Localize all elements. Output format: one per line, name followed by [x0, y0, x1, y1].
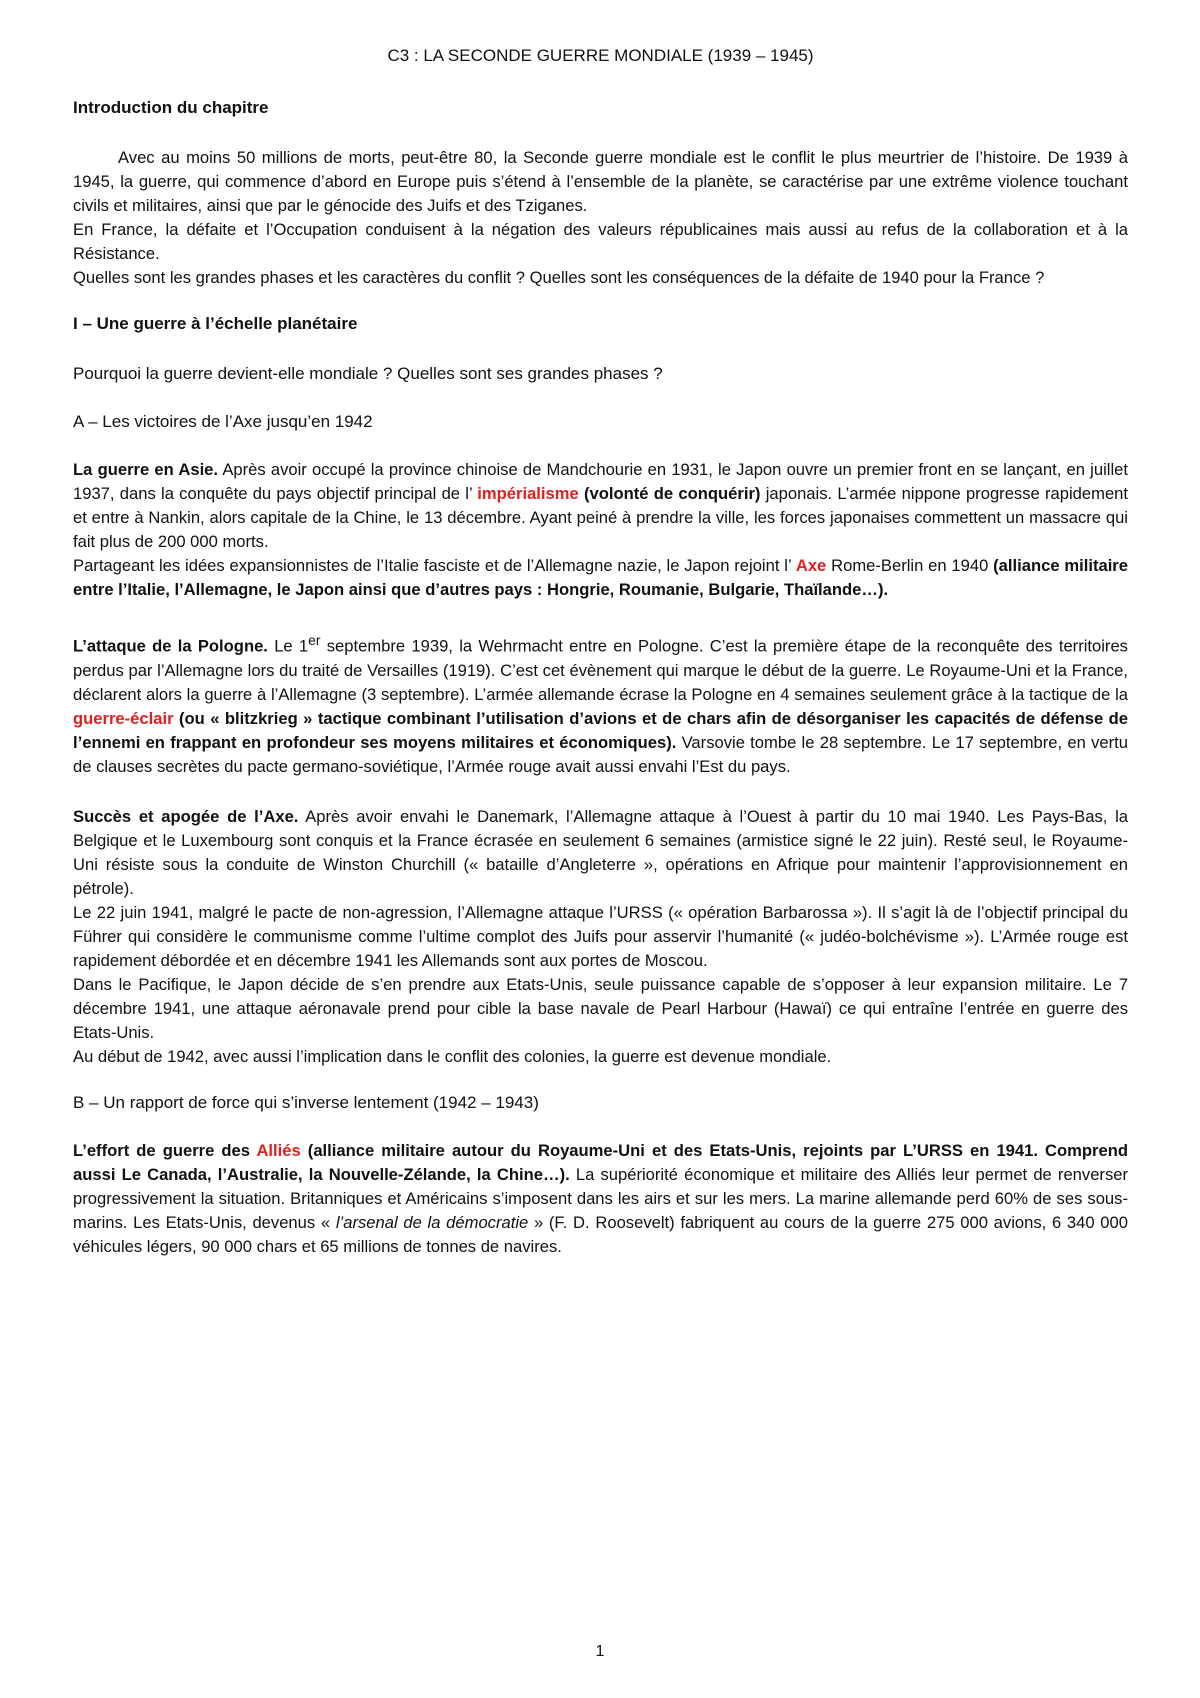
allies-definition: (alliance militaire autour du Royaume-Uni et des Etats-Unis, rejoints par L’URSS en 1941. Comprend aussi Le Canada, l’Australie, la Nouvelle-Zélande, la Chine…).: [73, 1140, 1128, 1184]
pacifique-paragraph: Dans le Pacifique, le Japon décide de s’en prendre aux Etats-Unis, seule puissance capable de s’opposer à leur expansion militaire. Le 7 décembre 1941, une attaque aéronavale prend pour cible la base navale de Pearl Harbour (Hawaï) ce qui entraîne l’entrée en guerre des Etats-Unis.: [73, 974, 1128, 1042]
asie-lead: La guerre en Asie.: [73, 460, 219, 479]
asie-text-1: Après avoir occupé la province chinoise de Mandchourie en 1931, le Japon ouvre un premier front en se lançant, en juillet 1937, dans la conquête du pays objectif principal de l’: [73, 460, 1128, 503]
intro-paragraph-3: Quelles sont les grandes phases et les caractères du conflit ? Quelles sont les conséquences de la défaite de 1940 pour la France ?: [73, 268, 1045, 287]
succes-paragraph: [73, 805, 1128, 901]
axe-definition: (alliance militaire entre l’Italie, l’Allemagne, le Japon ainsi que d’autres pays : Hongrie, Roumanie, Bulgarie, Thaïlande…).: [73, 556, 1128, 599]
pologne-paragraph: [73, 628, 1128, 779]
ordinal-superscript: er: [308, 632, 321, 648]
pologne-lead: L’attaque de la Pologne.: [73, 636, 268, 656]
part1-question: Pourquoi la guerre devient-elle mondiale ? Quelles sont ses grandes phases ?: [73, 364, 663, 383]
asie-text-2: japonais. L’armée nippone progresse rapidement et entre à Nankin, alors capitale de la Chine, le 13 décembre. Ayant peiné à prendre la ville, les forces japonaises commettent un massacre qui fait plus de 200 000 morts.: [73, 484, 1129, 551]
intro-paragraph-1: Avec au moins 50 millions de morts, peut-être 80, la Seconde guerre mondiale est le conflit le plus meurtrier de l’histoire. De 1939 à 1945, la guerre, qui commence d’abord en Europe puis s’étend à l’ensemble de la planète, se caractérise par une extrême violence touchant civils et militaires, ainsi que par le génocide des Juifs et des Tziganes.: [73, 148, 1128, 215]
asie-paragraph: [73, 458, 1128, 554]
page-number: 1: [595, 1643, 605, 1660]
section-a-heading: A – Les victoires de l’Axe jusqu’en 1942: [73, 412, 373, 431]
section-b-heading: B – Un rapport de force qui s’inverse lentement (1942 – 1943): [73, 1092, 539, 1112]
axe-text-2: Rome-Berlin en 1940: [826, 556, 994, 575]
roosevelt-quote: l’arsenal de la démocratie: [335, 1212, 529, 1232]
pologne-text-3: Varsovie tombe le 28 septembre. Le 17 septembre, en vertu de clauses secrètes du pacte germano-soviétique, l’Armée rouge avait aussi envahi l’Est du pays.: [73, 732, 1129, 776]
intro-paragraph-2: En France, la défaite et l’Occupation conduisent à la négation des valeurs républicaines mais aussi au refus de la collaboration et à la Résistance.: [73, 220, 1128, 263]
document-title: C3 : LA SECONDE GUERRE MONDIALE (1939 – 1945): [387, 46, 814, 65]
effort-paragraph: [73, 1139, 1128, 1259]
effort-text-1: La supériorité économique et militaire des Alliés leur permet de renverser progressivement la situation. Britanniques et Américains s’imposent dans les airs et sur les mers. La marine allemande perd 60% de ses sous-marins. Les Etats-Unis, devenus «: [73, 1164, 1129, 1232]
succes-text-1: Après avoir envahi le Danemark, l’Allemagne attaque à l’Ouest à partir du 10 mai 1940. Les Pays-Bas, la Belgique et le Luxembourg sont conquis et la France écrasée en seulement 6 semaines (armistice signé le 22 juin). Resté seul, le Royaume-Uni résiste sous la conduite de Winston Churchill (« bataille d’Angleterre », opérations en Afrique pour maintenir l’approvisionnement en pétrole).: [73, 806, 1129, 898]
pologne-text-2: septembre 1939, la Wehrmacht entre en Pologne. C’est la première étape de la reconquête des territoires perdus par l’Allemagne lors du traité de Versailles (1919). C’est cet évènement qui marque le début de la guerre. Le Royaume-Uni et la France, déclarent alors la guerre à l’Allemagne (3 septembre). L’armée allemande écrase la Pologne en 4 semaines seulement grâce à la tactique de la: [73, 636, 1128, 704]
guerre-eclair-definition: (ou « blitzkrieg » tactique combinant l’utilisation d’avions et de chars afin de désorganiser les capacités de défense de l’ennemi en frappant en profondeur ses moyens militaires et économiques).: [73, 708, 1128, 752]
succes-lead: Succès et apogée de l’Axe.: [73, 806, 299, 826]
axe-paragraph: [73, 554, 1128, 602]
effort-text-2: » (F. D. Roosevelt) fabriquent au cours de la guerre 275 000 avions, 6 340 000 véhicules légers, 90 000 chars et 65 millions de tonnes de navires.: [73, 1212, 1128, 1256]
mondiale-paragraph: Au début de 1942, avec aussi l’implication dans le conflit des colonies, la guerre est devenue mondiale.: [73, 1046, 832, 1066]
effort-lead: L’effort de guerre des: [73, 1140, 257, 1160]
axe-text-1: Partageant les idées expansionnistes de l’Italie fasciste et de l’Allemagne nazie, le Japon rejoint l’: [73, 556, 796, 575]
part1-heading: I – Une guerre à l’échelle planétaire: [73, 314, 358, 333]
imperialisme-definition: (volonté de conquérir): [578, 484, 761, 503]
keyword-allies: Alliés: [256, 1140, 301, 1160]
keyword-axe: Axe: [795, 556, 827, 575]
keyword-imperialisme: impérialisme: [477, 484, 579, 503]
keyword-guerre-eclair: guerre-éclair: [73, 708, 174, 728]
pologne-text-1: Le 1: [267, 636, 309, 656]
barbarossa-paragraph: Le 22 juin 1941, malgré le pacte de non-agression, l’Allemagne attaque l’URSS (« opération Barbarossa »). Il s’agit là de l’objectif principal du Führer qui considère le communisme comme l’ultime complot des Juifs pour asservir l’humanité (« judéo-bolchévisme »). L’Armée rouge est rapidement débordée et en décembre 1941 les Allemands sont aux portes de Moscou.: [73, 902, 1128, 970]
intro-heading: Introduction du chapitre: [73, 98, 269, 117]
